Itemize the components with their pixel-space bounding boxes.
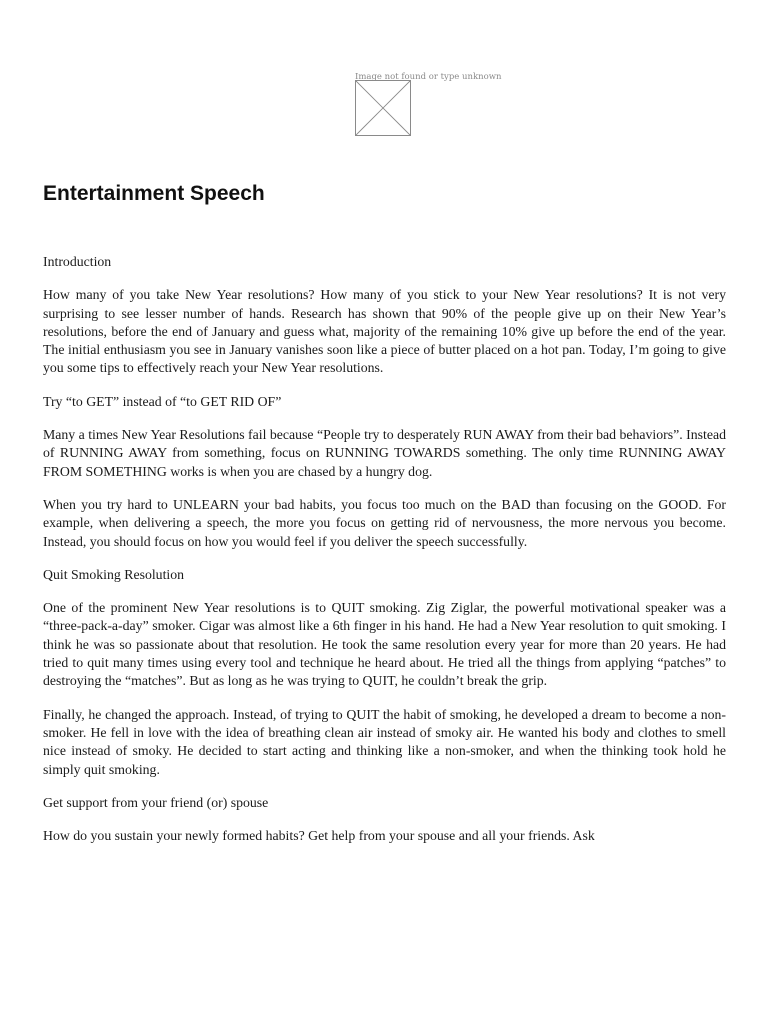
paragraph-sustain-habits: How do you sustain your newly formed habits? Get help from your spouse and all your friends. Ask: [43, 828, 595, 844]
broken-image-alt-text: Image not found or type unknown: [355, 72, 502, 82]
paragraph-unlearn: When you try hard to UNLEARN your bad habits, you focus too much on the BAD than focusing on the GOOD. For example, when delivering a speech, the more you focus on getting rid of nervousness, the more nervous you become. Instead, you should focus on how you would feel if you deliver the speech successfully.: [43, 496, 726, 549]
section-heading-quit-smoking: Quit Smoking Resolution: [43, 566, 185, 582]
section-heading-get-support: Get support from your friend (or) spouse: [43, 794, 269, 810]
section-heading-try-to-get: Try “to GET” instead of “to GET RID OF”: [43, 393, 282, 409]
section-heading-introduction: Introduction: [43, 254, 112, 269]
paragraph-zig-ziglar: One of the prominent New Year resolutions is to QUIT smoking. Zig Ziglar, the powerful motivational speaker was a “three-pack-a-day” smoker. Cigar was almost like a 6th finger in his hand. He had a New Year resolution to quit smoking. I think he was so passionate about that resolution. He took the same resolution every year for more than 20 years. He had tried to quit many times using every tool and technique he heard about. He tried all the things from applying “patches” to destroying the “matches”. But as long as he was trying to QUIT, he couldn’t break the grip.: [43, 600, 726, 689]
document-body: [43, 253, 726, 860]
document-title: Entertainment Speech: [43, 182, 265, 205]
paragraph-changed-approach: Finally, he changed the approach. Instead, of trying to QUIT the habit of smoking, he developed a dream to become a non-smoker. He fell in love with the idea of breathing clean air instead of smoky air. He wanted his body and clothes to smell nice instead of smoky. He decided to start acting and thinking like a non-smoker, and when the thinking took hold he simply quit smoking.: [43, 706, 726, 777]
paragraph-introduction: How many of you take New Year resolutions? How many of you stick to your New Year resolutions? It is not very surprising to see lesser number of hands. Research has shown that 90% of the people give up on their New Year’s resolutions, before the end of January and guess what, majority of the remaining 10% give up before the end of the year. The initial enthusiasm you see in January vanishes soon like a piece of butter placed on a hot pan. Today, I’m going to give you some tips to effectively reach your New Year resolutions.: [43, 287, 726, 376]
paragraph-run-away: Many a times New Year Resolutions fail because “People try to desperately RUN AWAY from their bad behaviors”. Instead of RUNNING AWAY from something, focus on RUNNING TOWARDS something. The only time RUNNING AWAY FROM SOMETHING works is when you are chased by a hungry dog.: [43, 427, 726, 479]
broken-image-icon: [355, 80, 411, 136]
